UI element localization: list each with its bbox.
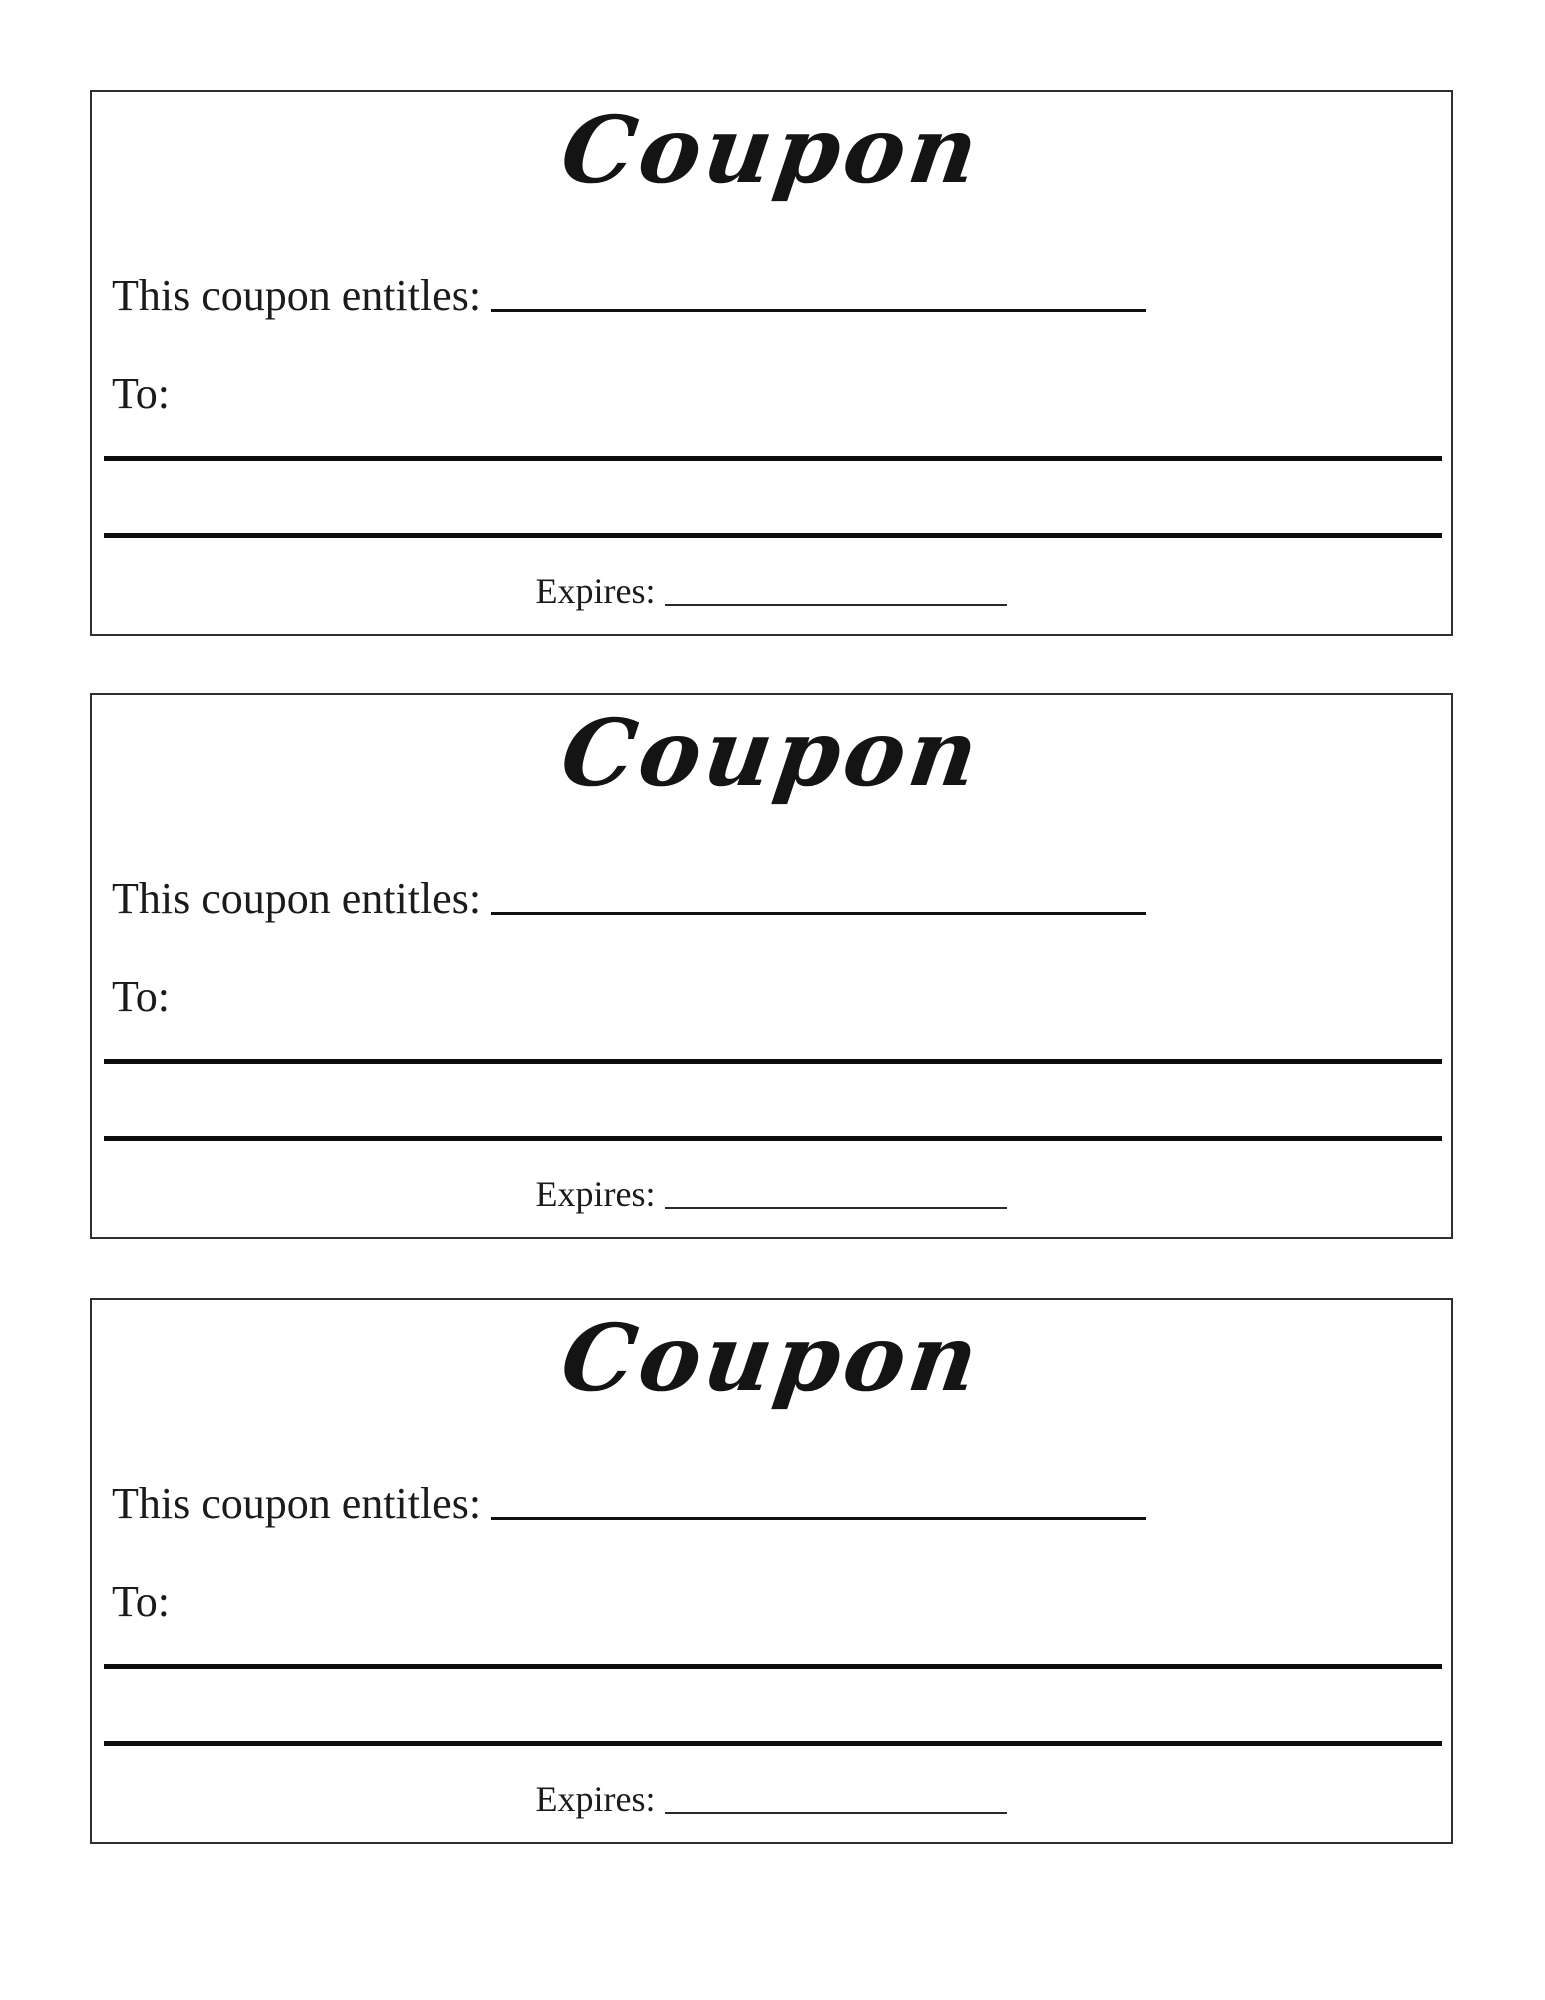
expires-label: Expires: [535,571,656,611]
to-row [112,368,170,419]
write-line-2[interactable] [104,533,1442,538]
write-line-1[interactable] [104,1664,1442,1669]
coupon-card-3 [90,1298,1453,1844]
write-line-2[interactable] [104,1741,1442,1746]
entitles-row [112,1478,1146,1529]
write-line-1[interactable] [104,1059,1442,1064]
entitles-row [112,270,1146,321]
entitles-blank-field[interactable] [491,1511,1146,1520]
expires-label: Expires: [535,1174,656,1214]
expires-blank-field[interactable] [665,598,1007,606]
entitles-label: This coupon entitles: [112,1479,482,1528]
coupon-title: Coupon [555,699,989,807]
write-line-2[interactable] [104,1136,1442,1141]
entitles-blank-field[interactable] [491,906,1146,915]
entitles-blank-field[interactable] [491,303,1146,312]
expires-label: Expires: [535,1779,656,1819]
entitles-label: This coupon entitles: [112,874,482,923]
coupon-title: Coupon [555,1304,989,1412]
expires-blank-field[interactable] [665,1806,1007,1814]
to-row [112,971,170,1022]
expires-row [92,1173,1451,1215]
coupon-title: Coupon [555,96,989,204]
write-line-1[interactable] [104,456,1442,461]
to-row [112,1576,170,1627]
entitles-row [112,873,1146,924]
coupon-card-1 [90,90,1453,636]
expires-row [92,1778,1451,1820]
to-label: To: [112,369,171,418]
coupon-card-2 [90,693,1453,1239]
expires-row [92,570,1451,612]
entitles-label: This coupon entitles: [112,271,482,320]
expires-blank-field[interactable] [665,1201,1007,1209]
to-label: To: [112,1577,171,1626]
to-label: To: [112,972,171,1021]
